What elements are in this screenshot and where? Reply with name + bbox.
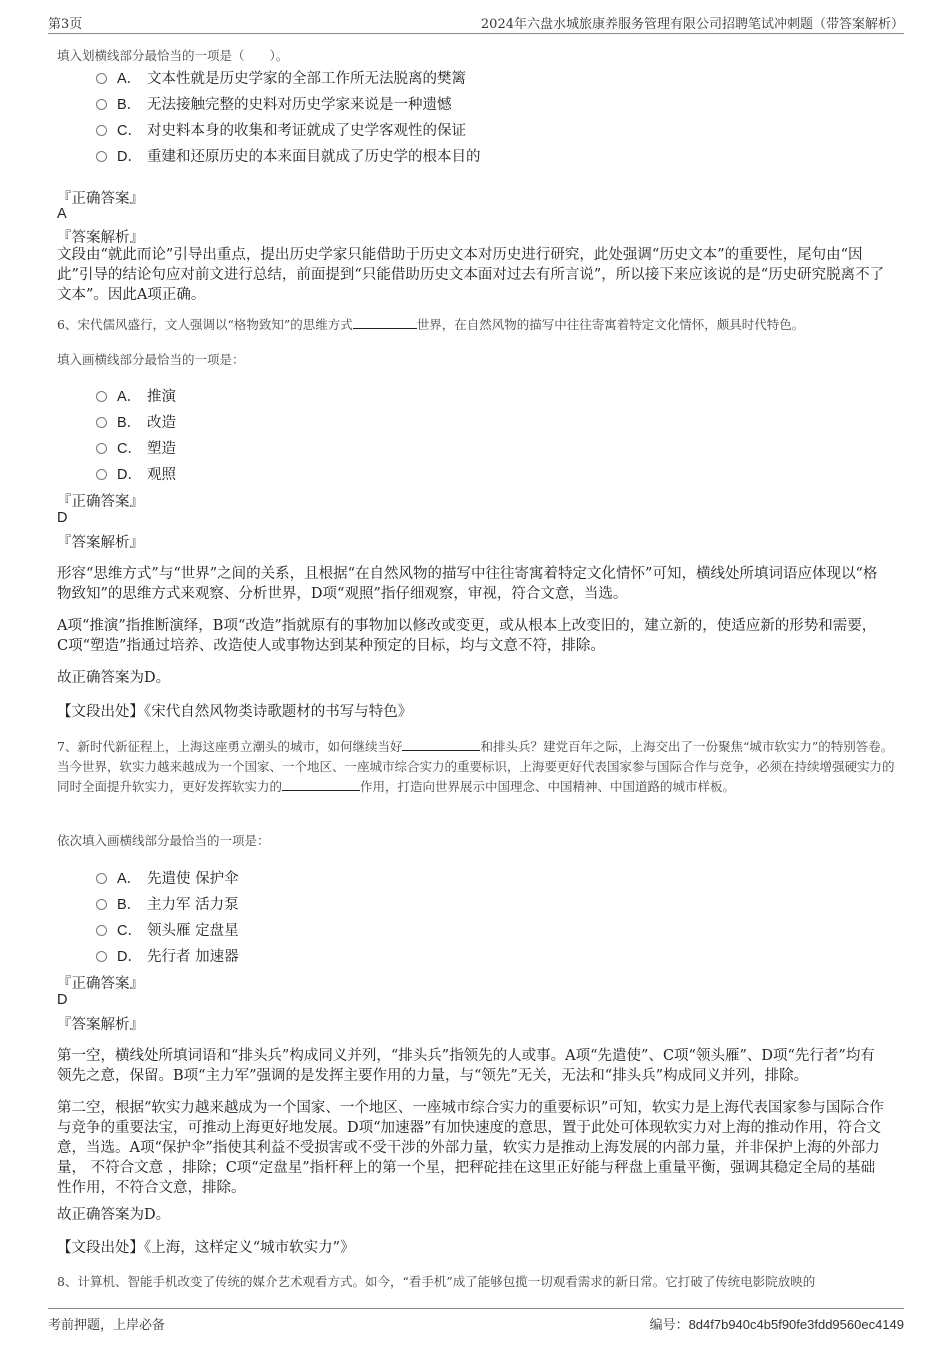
q8-stem: 8、计算机、智能手机改变了传统的媒介艺术观看方式。如今，“看手机”成了能够包揽一切观看需求的新日常。它打破了传统电影院放映的 xyxy=(57,1274,816,1289)
radio-icon[interactable] xyxy=(96,417,107,428)
q7-prompt: 依次填入画横线部分最恰当的一项是： xyxy=(57,833,270,848)
q7-option-c[interactable]: C． 领头雁 定盘星 xyxy=(96,919,239,940)
q6-analysis-label: 『答案解析』 xyxy=(57,535,144,551)
radio-icon[interactable] xyxy=(96,951,107,962)
radio-icon[interactable] xyxy=(96,899,107,910)
q6-answer-label: 『正确答案』 xyxy=(57,494,144,510)
q7-option-b[interactable]: B． 主力军 活力泵 xyxy=(96,893,239,914)
q6-option-d[interactable]: D． 观照 xyxy=(96,463,176,484)
radio-icon[interactable] xyxy=(96,151,107,162)
q5-option-b[interactable]: B． 无法接触完整的史料对历史学家来说是一种遗憾 xyxy=(96,93,452,114)
radio-icon[interactable] xyxy=(96,391,107,402)
q5-option-d[interactable]: D． 重建和还原历史的本来面目就成了历史学的根本目的 xyxy=(96,145,481,166)
q7-analysis-label: 『答案解析』 xyxy=(57,1017,144,1033)
page-number: 第3页 xyxy=(48,17,83,32)
radio-icon[interactable] xyxy=(96,873,107,884)
page-footer xyxy=(48,1308,904,1331)
q6-stem: 6、宋代儒风盛行，文人强调以“格物致知”的思维方式 世界，在自然风物的描写中往往寄寓着特定文化情怀，颇具时代特色。 xyxy=(57,317,805,332)
radio-icon[interactable] xyxy=(96,73,107,84)
q6-option-c[interactable]: C． 塑造 xyxy=(96,437,176,458)
radio-icon[interactable] xyxy=(96,925,107,936)
q6-source: 【文段出处】《宋代自然风物类诗歌题材的书写与特色》 xyxy=(57,704,413,720)
q5-analysis-label: 『答案解析』 xyxy=(57,230,144,246)
q5-analysis: 文段由“就此而论”引导出重点，提出历史学家只能借助于历史文本对历史进行研究，此处强调“历史文本”的重要性，尾句由“因此”引导的结论句应对前文进行总结，前面提到“只能借助历史文本面对过去有所言说”，所以接下来应该说的是“历史研究脱离不了文本”。因此A项正确。 xyxy=(57,247,885,303)
q7-source: 【文段出处】《上海，这样定义“城市软实力”》 xyxy=(57,1240,355,1256)
q5-answer-label: 『正确答案』 xyxy=(57,191,144,207)
document-id: 编号：8d4f7b940c4b5f90fe3fdd9560ec4149 xyxy=(649,1317,904,1332)
q7-conclusion: 故正确答案为D。 xyxy=(57,1207,171,1223)
q6-option-b[interactable]: B． 改造 xyxy=(96,411,176,432)
q6-prompt: 填入画横线部分最恰当的一项是： xyxy=(57,352,245,367)
q7-option-d[interactable]: D． 先行者 加速器 xyxy=(96,945,239,966)
q6-blank xyxy=(353,316,417,330)
q6-analysis-1: 形容“思维方式”与“世界”之间的关系，且根据“在自然风物的描写中往往寄寓着特定文化情怀”可知，横线处所填词语应体现以“格物致知”的思维方式来观察、分析世界，D项“观照”指仔细观察，审视，符合文意，当选。 xyxy=(57,566,878,602)
page-header xyxy=(48,13,904,34)
q7-blank-2 xyxy=(282,778,360,792)
q7-analysis-2: 第二空，根据“软实力越来越成为一个国家、一个地区、一座城市综合实力的重要标识”可知，软实力是上海代表国家参与国际合作与竞争的重要法宝，可推动上海更好地发展。D项“加速器”有加快速度的意思，置于此处可体现软实力对上海的推动作用，符合文意，当选。A项“保护伞”指使其利益不受损害或不受干涉的外部力量，软实力是推动上海发展的内部力量，并非保护上海的外部力量， 不符合文意 ，排除；C项“定盘星”指杆秤上的第一个星，把秤砣挂在这里正好能与秤盘上重量平衡，强调其稳定全局的基础性作用，不符合文意，排除。 xyxy=(57,1100,884,1196)
q7-answer: D xyxy=(57,992,68,1008)
q7-answer-label: 『正确答案』 xyxy=(57,976,144,992)
radio-icon[interactable] xyxy=(96,125,107,136)
q6-answer: D xyxy=(57,510,68,526)
document-title: 2024年六盘水城旅康养服务管理有限公司招聘笔试冲刺题（带答案解析） xyxy=(480,17,904,32)
q6-conclusion: 故正确答案为D。 xyxy=(57,670,171,686)
q7-analysis-1: 第一空，横线处所填词语和“排头兵”构成同义并列，“排头兵”指领先的人或事。A项“先遣使”、C项“领头雁”、D项“先行者”均有领先之意，保留。B项“主力军”强调的是发挥主要作用的力量，与“领先”无关，无法和“排头兵”构成同义并列，排除。 xyxy=(57,1048,875,1084)
q7-stem: 7、新时代新征程上，上海这座勇立潮头的城市，如何继续当好 和排头兵？建党百年之际，上海交出了一份聚焦“城市软实力”的特别答卷。当今世界，软实力越来越成为一个国家、一个地区、一座城市综合实力的重要标识，上海要更好代表国家参与国际合作与竞争，必须在持续增强硬实力的同时全面提升软实力，更好发挥软实力的 作用，打造向世界展示中国理念、中国精神、中国道路的城市样板。 xyxy=(57,739,895,794)
q5-prompt: 填入划横线部分最恰当的一项是（ ）。 xyxy=(57,48,289,63)
radio-icon[interactable] xyxy=(96,469,107,480)
q7-option-a[interactable]: A． 先遣使 保护伞 xyxy=(96,867,239,888)
q7-blank-1 xyxy=(402,738,480,752)
radio-icon[interactable] xyxy=(96,443,107,454)
q6-analysis-2: A项“推演”指推断演绎，B项“改造”指就原有的事物加以修改或变更，或从根本上改变旧的，建立新的，使适应新的形势和需要，C项“塑造”指通过培养、改造使人或事物达到某种预定的目标，均与文意不符，排除。 xyxy=(57,618,877,654)
radio-icon[interactable] xyxy=(96,99,107,110)
q5-option-a[interactable]: A． 文本性就是历史学家的全部工作所无法脱离的樊篱 xyxy=(96,67,466,88)
footer-slogan: 考前押题，上岸必备 xyxy=(48,1318,166,1333)
q5-option-c[interactable]: C． 对史料本身的收集和考证就成了史学客观性的保证 xyxy=(96,119,466,140)
q6-option-a[interactable]: A． 推演 xyxy=(96,385,176,406)
q5-answer: A xyxy=(57,206,67,222)
